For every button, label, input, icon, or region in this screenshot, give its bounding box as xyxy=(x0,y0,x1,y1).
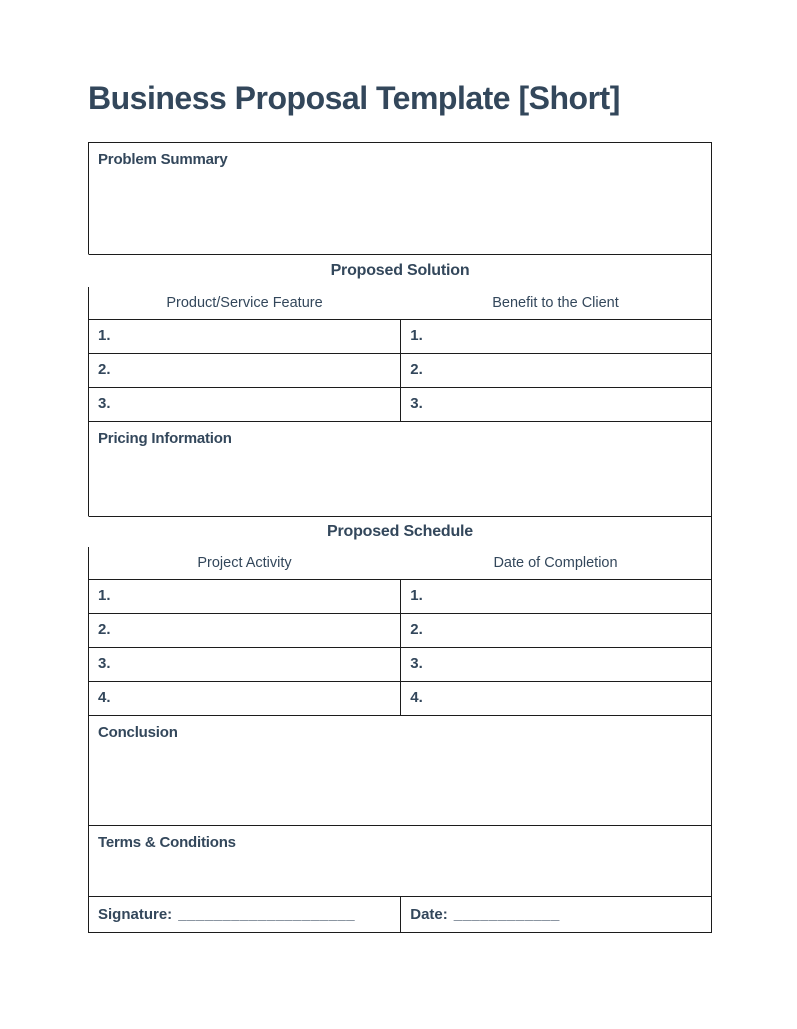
schedule-row-2 xyxy=(88,613,711,647)
terms-conditions-label: Terms & Conditions xyxy=(98,834,236,851)
row-number: 3. xyxy=(98,395,111,412)
proposed-schedule-title-row xyxy=(88,516,711,547)
row-number: 3. xyxy=(98,655,111,672)
proposal-table xyxy=(88,142,712,933)
row-number: 4. xyxy=(410,689,423,706)
column-header-date-of-completion: Date of Completion xyxy=(493,555,618,571)
pricing-information-label: Pricing Information xyxy=(98,430,232,447)
proposed-schedule-header-row xyxy=(88,547,711,579)
proposed-solution-title-row xyxy=(88,254,711,287)
row-number: 1. xyxy=(98,587,111,604)
row-number: 3. xyxy=(410,655,423,672)
feature-cell-3[interactable] xyxy=(89,388,401,421)
row-number: 2. xyxy=(98,361,111,378)
row-number: 2. xyxy=(410,621,423,638)
date-label: Date: xyxy=(410,906,448,923)
schedule-row-4 xyxy=(88,681,711,715)
activity-cell-1[interactable] xyxy=(89,580,401,613)
proposed-solution-header-row xyxy=(88,287,711,319)
solution-row-1 xyxy=(88,319,711,353)
row-number: 2. xyxy=(98,621,111,638)
row-number: 3. xyxy=(410,395,423,412)
section-conclusion[interactable] xyxy=(88,715,711,825)
section-problem-summary[interactable] xyxy=(88,143,711,254)
row-number: 1. xyxy=(410,327,423,344)
benefit-cell-2[interactable] xyxy=(401,354,711,387)
schedule-row-1 xyxy=(88,579,711,613)
row-number: 1. xyxy=(410,587,423,604)
completion-cell-4[interactable] xyxy=(401,682,711,715)
activity-cell-2[interactable] xyxy=(89,614,401,647)
section-terms-conditions[interactable] xyxy=(88,825,711,896)
signature-label: Signature: xyxy=(98,906,173,923)
row-number: 1. xyxy=(98,327,111,344)
benefit-cell-3[interactable] xyxy=(401,388,711,421)
page-title: Business Proposal Template [Short] xyxy=(88,80,620,116)
signature-date-row xyxy=(88,896,711,932)
row-number: 4. xyxy=(98,689,111,706)
date-cell xyxy=(401,897,711,932)
feature-cell-2[interactable] xyxy=(89,354,401,387)
proposed-schedule-title: Proposed Schedule xyxy=(327,523,473,540)
proposed-solution-title: Proposed Solution xyxy=(330,262,470,279)
signature-line[interactable]: ____________________ xyxy=(178,906,356,923)
activity-cell-3[interactable] xyxy=(89,648,401,681)
column-header-project-activity: Project Activity xyxy=(197,555,292,571)
column-header-product-service-feature: Product/Service Feature xyxy=(166,295,323,311)
solution-row-3 xyxy=(88,387,711,421)
solution-row-2 xyxy=(88,353,711,387)
problem-summary-label: Problem Summary xyxy=(98,151,228,168)
section-pricing-information[interactable] xyxy=(88,421,711,516)
date-line[interactable]: ____________ xyxy=(453,906,560,923)
benefit-cell-1[interactable] xyxy=(401,320,711,353)
signature-cell xyxy=(89,897,401,932)
schedule-row-3 xyxy=(88,647,711,681)
feature-cell-1[interactable] xyxy=(89,320,401,353)
completion-cell-1[interactable] xyxy=(401,580,711,613)
completion-cell-3[interactable] xyxy=(401,648,711,681)
row-number: 2. xyxy=(410,361,423,378)
column-header-benefit-to-client: Benefit to the Client xyxy=(492,295,619,311)
completion-cell-2[interactable] xyxy=(401,614,711,647)
activity-cell-4[interactable] xyxy=(89,682,401,715)
conclusion-label: Conclusion xyxy=(98,724,178,741)
